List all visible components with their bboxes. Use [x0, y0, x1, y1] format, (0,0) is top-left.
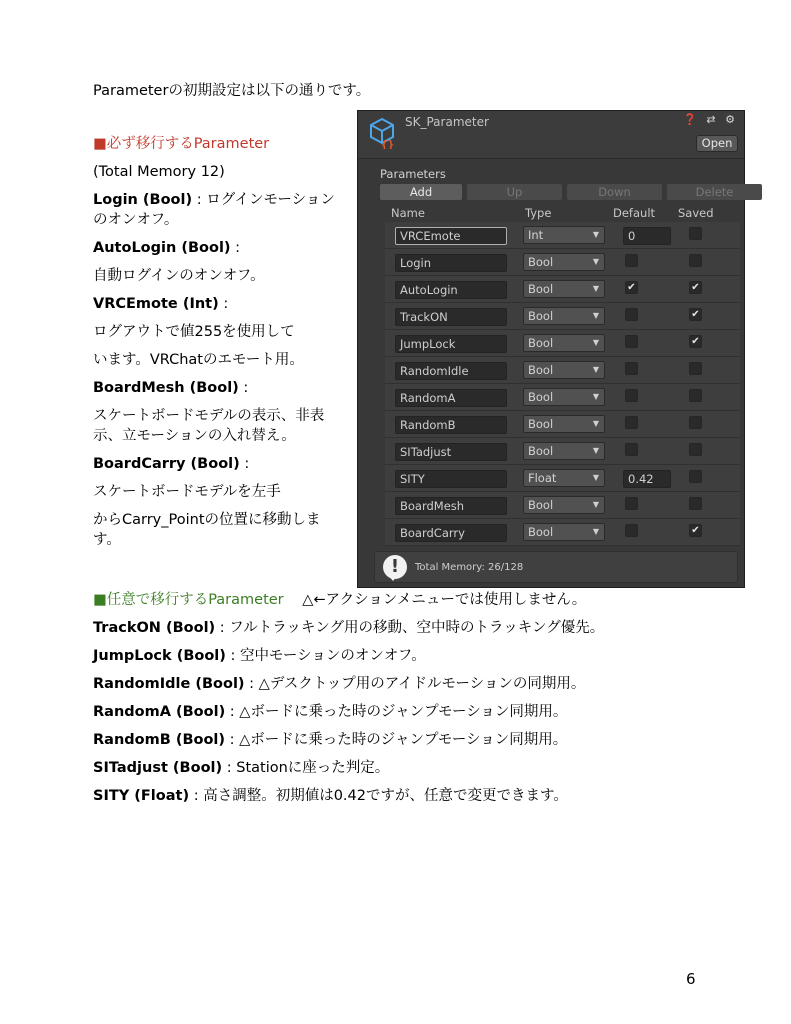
required-item-name: BoardCarry (Bool): [93, 456, 240, 472]
parameter-type-label: Bool: [528, 498, 554, 512]
dropdown-caret-icon: ▼: [592, 230, 599, 239]
required-item-name: AutoLogin (Bool): [93, 240, 231, 256]
required-item: [93, 454, 343, 474]
parameter-row: [385, 249, 740, 276]
unity-inspector-panel: [357, 110, 745, 588]
required-parameters-section: [93, 134, 343, 558]
default-checkbox[interactable]: [625, 416, 638, 429]
optional-items-list: [93, 618, 753, 806]
required-item: [93, 294, 343, 314]
optional-item-name: JumpLock (Bool): [93, 648, 226, 664]
parameter-name-field[interactable]: SITY: [395, 470, 507, 488]
required-item: [93, 350, 343, 370]
dropdown-caret-icon: ▼: [592, 500, 599, 509]
up-button[interactable]: Up: [467, 184, 562, 200]
parameter-type-dropdown[interactable]: [523, 523, 605, 541]
parameter-row: [385, 330, 740, 357]
required-item-desc: :: [230, 240, 241, 256]
parameter-type-label: Bool: [528, 336, 554, 350]
default-checkbox[interactable]: ✔: [625, 281, 638, 294]
warning-icon: !: [383, 555, 407, 579]
parameter-row: [385, 519, 740, 546]
required-item: [93, 266, 343, 286]
required-item-name: VRCEmote (Int): [93, 296, 219, 312]
optional-item: [93, 646, 753, 666]
required-heading: ■必ず移行するParameter: [93, 136, 270, 152]
required-item-desc: からCarry_Pointの位置に移動します。: [93, 512, 321, 548]
required-item-desc: :: [218, 296, 229, 312]
parameter-name-field[interactable]: SITadjust: [395, 443, 507, 461]
optional-item-name: SITadjust (Bool): [93, 760, 223, 776]
page-number: 6: [686, 970, 696, 988]
optional-item: [93, 674, 753, 694]
optional-item: [93, 702, 753, 722]
dropdown-caret-icon: ▼: [592, 392, 599, 401]
parameter-type-dropdown[interactable]: [523, 280, 605, 298]
parameter-name-field[interactable]: JumpLock: [395, 335, 507, 353]
default-checkbox[interactable]: [625, 443, 638, 456]
optional-heading: ■任意で移行するParameter: [93, 592, 284, 608]
column-saved: Saved: [678, 206, 714, 220]
saved-checkbox[interactable]: [689, 254, 702, 267]
parameter-name-field[interactable]: RandomB: [395, 416, 507, 434]
intro-text: Parameterの初期設定は以下の通りです。: [93, 83, 371, 99]
required-items-list: [93, 190, 343, 550]
parameter-name-field[interactable]: TrackON: [395, 308, 507, 326]
add-button[interactable]: Add: [380, 184, 462, 200]
parameter-row: [385, 465, 740, 492]
asset-title: SK_Parameter: [405, 115, 489, 129]
parameter-type-dropdown[interactable]: [523, 469, 605, 487]
required-item-desc: 自動ログインのオンオフ。: [93, 268, 265, 284]
column-default: Default: [613, 206, 656, 220]
required-item-desc: スケートボードモデルの表示、非表示、立モーションの入れ替え。: [93, 408, 325, 444]
parameter-type-label: Bool: [528, 282, 554, 296]
parameter-row: [385, 438, 740, 465]
parameter-type-label: Int: [528, 228, 544, 242]
optional-item-name: TrackON (Bool): [93, 620, 216, 636]
parameter-type-label: Bool: [528, 309, 554, 323]
saved-checkbox[interactable]: ✔: [689, 335, 702, 348]
parameter-type-dropdown[interactable]: [523, 415, 605, 433]
optional-heading-note: △←アクションメニューでは使用しません。: [302, 592, 587, 608]
saved-checkbox[interactable]: [689, 470, 702, 483]
saved-checkbox[interactable]: [689, 389, 702, 402]
dropdown-caret-icon: ▼: [592, 311, 599, 320]
header-icons[interactable]: ❓ ⇄ ⚙: [683, 113, 738, 126]
saved-checkbox[interactable]: [689, 497, 702, 510]
dropdown-caret-icon: ▼: [592, 446, 599, 455]
dropdown-caret-icon: ▼: [592, 365, 599, 374]
parameter-name-field[interactable]: RandomA: [395, 389, 507, 407]
dropdown-caret-icon: ▼: [592, 284, 599, 293]
delete-button[interactable]: Delete: [667, 184, 762, 200]
parameter-name-field[interactable]: Login: [395, 254, 507, 272]
parameter-type-dropdown[interactable]: [523, 388, 605, 406]
parameters-label: Parameters: [380, 167, 446, 181]
parameter-type-dropdown[interactable]: [523, 361, 605, 379]
parameter-toolbar: [380, 184, 738, 201]
saved-checkbox[interactable]: [689, 416, 702, 429]
parameter-type-label: Bool: [528, 390, 554, 404]
required-item: [93, 322, 343, 342]
required-item-desc: : ログインモーションのオンオフ。: [93, 192, 335, 228]
dropdown-caret-icon: ▼: [592, 257, 599, 266]
parameter-type-dropdown[interactable]: [523, 334, 605, 352]
default-checkbox[interactable]: [625, 389, 638, 402]
required-item: [93, 510, 343, 550]
optional-item-name: RandomB (Bool): [93, 732, 226, 748]
default-checkbox[interactable]: [625, 497, 638, 510]
optional-item-desc: : 空中モーションのオンオフ。: [225, 648, 426, 664]
parameter-type-dropdown[interactable]: [523, 496, 605, 514]
optional-item-name: RandomA (Bool): [93, 704, 226, 720]
total-memory-note: (Total Memory 12): [93, 164, 225, 180]
memory-info-box: [374, 551, 738, 583]
optional-item-desc: : Stationに座った判定。: [222, 760, 390, 776]
parameter-row: [385, 303, 740, 330]
parameter-type-label: Bool: [528, 417, 554, 431]
down-button[interactable]: Down: [567, 184, 662, 200]
required-item: [93, 482, 343, 502]
saved-checkbox[interactable]: ✔: [689, 308, 702, 321]
parameter-type-label: Bool: [528, 525, 554, 539]
parameter-type-label: Float: [528, 471, 557, 485]
dropdown-caret-icon: ▼: [592, 338, 599, 347]
optional-item-desc: : △ボードに乗った時のジャンプモーション同期用。: [225, 704, 568, 720]
required-item-desc: :: [238, 380, 249, 396]
required-item-name: BoardMesh (Bool): [93, 380, 239, 396]
dropdown-caret-icon: ▼: [592, 473, 599, 482]
optional-item: [93, 758, 753, 778]
column-name: Name: [391, 206, 425, 220]
parameter-row: [385, 357, 740, 384]
optional-item-desc: : △デスクトップ用のアイドルモーションの同期用。: [244, 676, 586, 692]
parameter-name-field[interactable]: BoardMesh: [395, 497, 507, 515]
saved-checkbox[interactable]: [689, 362, 702, 375]
parameter-type-dropdown[interactable]: [523, 226, 605, 244]
parameter-type-label: Bool: [528, 363, 554, 377]
optional-item: [93, 786, 753, 806]
default-checkbox[interactable]: [625, 254, 638, 267]
required-item-desc: います。VRChatのエモート用。: [93, 352, 304, 368]
required-item: [93, 190, 343, 230]
default-checkbox[interactable]: [625, 524, 638, 537]
column-type: Type: [525, 206, 552, 220]
parameter-row: [385, 384, 740, 411]
optional-heading-line: [93, 590, 753, 610]
required-item-desc: :: [239, 456, 250, 472]
parameter-type-dropdown[interactable]: [523, 307, 605, 325]
optional-item-name: SITY (Float): [93, 788, 190, 804]
svg-text:{}: {}: [381, 138, 395, 149]
dropdown-caret-icon: ▼: [592, 527, 599, 536]
parameter-name-field[interactable]: BoardCarry: [395, 524, 507, 542]
parameter-row: [385, 492, 740, 519]
optional-item-name: RandomIdle (Bool): [93, 676, 245, 692]
saved-checkbox[interactable]: [689, 227, 702, 240]
required-item-desc: スケートボードモデルを左手: [93, 484, 281, 500]
inspector-header: [358, 111, 744, 159]
default-value-field[interactable]: 0.42: [623, 470, 671, 488]
optional-item-desc: : フルトラッキング用の移動、空中時のトラッキング優先。: [215, 620, 605, 636]
required-item: [93, 378, 343, 398]
optional-item-desc: : 高さ調整。初期値は0.42ですが、任意で変更できます。: [189, 788, 568, 804]
default-checkbox[interactable]: [625, 308, 638, 321]
parameter-row: [385, 411, 740, 438]
required-item-name: Login (Bool): [93, 192, 193, 208]
expression-parameters-asset-icon: [368, 117, 396, 149]
optional-item: [93, 618, 753, 638]
parameter-row: [385, 276, 740, 303]
total-memory-text: Total Memory: 26/128: [415, 562, 524, 573]
default-checkbox[interactable]: [625, 362, 638, 375]
saved-checkbox[interactable]: [689, 443, 702, 456]
parameter-name-field[interactable]: AutoLogin: [395, 281, 507, 299]
warning-icon-tail: [388, 575, 398, 581]
parameter-type-dropdown[interactable]: [523, 253, 605, 271]
saved-checkbox[interactable]: ✔: [689, 524, 702, 537]
parameter-type-label: Bool: [528, 444, 554, 458]
parameter-row: [385, 222, 740, 249]
optional-parameters-section: [93, 590, 753, 814]
saved-checkbox[interactable]: ✔: [689, 281, 702, 294]
parameter-name-field[interactable]: RandomIdle: [395, 362, 507, 380]
parameter-type-dropdown[interactable]: [523, 442, 605, 460]
required-item: [93, 406, 343, 446]
parameter-type-label: Bool: [528, 255, 554, 269]
optional-item: [93, 730, 753, 750]
open-button[interactable]: Open: [696, 135, 738, 152]
required-item: [93, 238, 343, 258]
required-item-desc: ログアウトで値255を使用して: [93, 324, 295, 340]
default-value-field[interactable]: 0: [623, 227, 671, 245]
dropdown-caret-icon: ▼: [592, 419, 599, 428]
optional-item-desc: : △ボードに乗った時のジャンプモーション同期用。: [225, 732, 568, 748]
parameter-name-field[interactable]: VRCEmote: [395, 227, 507, 245]
default-checkbox[interactable]: [625, 335, 638, 348]
